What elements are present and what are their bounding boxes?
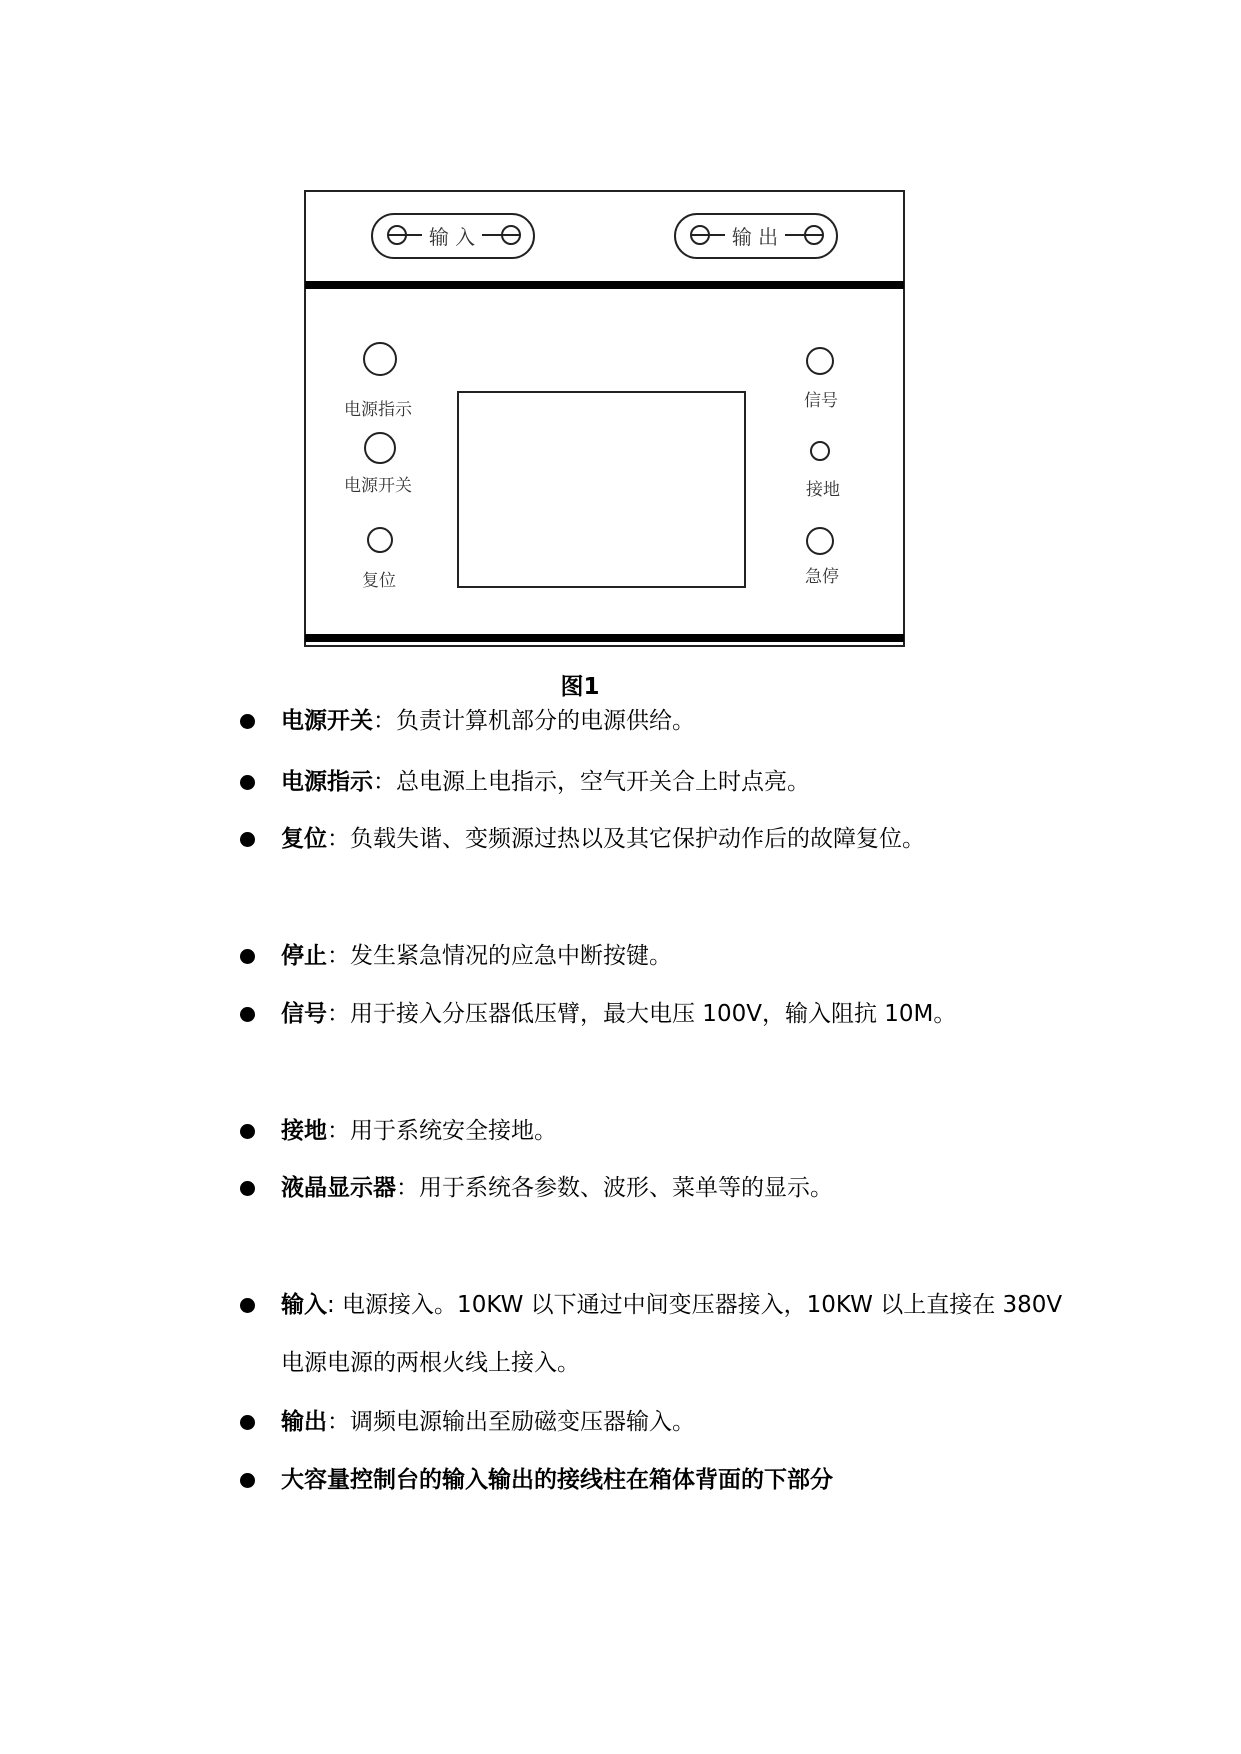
list-item-text <box>281 1393 695 1451</box>
output-terminal <box>675 214 837 258</box>
input-terminal <box>372 214 534 258</box>
item-term: 接地 <box>281 1118 327 1144</box>
item-desc: 用于系统安全接地。 <box>350 1118 557 1144</box>
power-switch-label: 电源开关 <box>344 476 412 496</box>
list-item-text <box>281 1102 557 1160</box>
item-sep: ： <box>327 1118 350 1144</box>
item-sep: ： <box>327 1409 350 1435</box>
panel-diagram <box>0 0 1241 680</box>
item-term: 输出 <box>281 1409 327 1435</box>
signal-label: 信号 <box>804 391 838 411</box>
item-desc: 用于系统各参数、波形、菜单等的显示。 <box>419 1175 833 1201</box>
bullet-icon <box>240 832 255 847</box>
item-term: 液晶显示器 <box>281 1175 396 1201</box>
item-term: 电源开关 <box>281 708 373 734</box>
emergency-stop-label: 急停 <box>805 567 839 587</box>
list-item-input <box>240 1276 1100 1392</box>
item-desc: 用于接入分压器低压臂，最大电压 100V，输入阻抗 10M。 <box>350 1001 957 1027</box>
item-sep: : <box>327 1292 335 1318</box>
item-sep: ： <box>327 943 350 969</box>
item-desc: 电源接入。10KW 以下通过中间变压器接入，10KW 以上直接在 380V <box>334 1292 1063 1318</box>
item-desc: 总电源上电指示，空气开关合上时点亮。 <box>396 769 810 795</box>
bullet-icon <box>240 949 255 964</box>
bullet-icon <box>240 1124 255 1139</box>
list-item-text <box>281 927 672 985</box>
item-desc: 负责计算机部分的电源供给。 <box>396 708 695 734</box>
figure-caption: 图1 <box>560 674 600 700</box>
item-desc: 调频电源输出至励磁变压器输入。 <box>350 1409 695 1435</box>
item-term: 信号 <box>281 1001 327 1027</box>
item-bold-line: 大容量控制台的输入输出的接线柱在箱体背面的下部分 <box>281 1467 833 1493</box>
item-term: 电源指示 <box>281 769 373 795</box>
item-sep: ： <box>327 826 350 852</box>
signal-connector-icon <box>807 348 833 374</box>
power-switch-button-icon <box>365 433 395 463</box>
power-indicator-label: 电源指示 <box>344 400 412 420</box>
list-item-text <box>281 753 810 811</box>
item-desc: 负载失谐、变频源过热以及其它保护动作后的故障复位。 <box>350 826 925 852</box>
item-sep: ： <box>396 1175 419 1201</box>
bullet-icon <box>240 1181 255 1196</box>
item-desc-continuation: 电源电源的两根火线上接入。 <box>281 1350 580 1376</box>
item-sep: ： <box>373 769 396 795</box>
bullet-icon <box>240 1415 255 1430</box>
item-term: 复位 <box>281 826 327 852</box>
list-item-text <box>281 985 956 1043</box>
reset-label: 复位 <box>362 571 396 591</box>
input-terminal-label: 输 入 <box>428 225 476 249</box>
item-desc: 发生紧急情况的应急中断按键。 <box>350 943 672 969</box>
item-term: 输入 <box>281 1292 327 1318</box>
list-item-text <box>281 692 695 750</box>
top-divider-bar <box>305 281 904 289</box>
emergency-stop-button-icon <box>807 528 833 554</box>
bullet-icon <box>240 1473 255 1488</box>
item-sep: ： <box>373 708 396 734</box>
bullet-icon <box>240 714 255 729</box>
list-item-text <box>281 810 925 868</box>
bullet-icon <box>240 1298 255 1313</box>
list-item-text <box>281 1276 1062 1334</box>
output-terminal-label: 输 出 <box>731 225 779 249</box>
bullet-icon <box>240 1007 255 1022</box>
list-item-text <box>281 1159 833 1217</box>
bullet-icon <box>240 775 255 790</box>
item-term: 停止 <box>281 943 327 969</box>
power-indicator-lamp-icon <box>364 343 396 375</box>
reset-button-icon <box>368 528 392 552</box>
bottom-divider-bar <box>305 634 904 642</box>
item-sep: ： <box>327 1001 350 1027</box>
ground-label: 接地 <box>806 480 840 500</box>
lcd-screen <box>458 392 745 587</box>
ground-terminal-icon <box>811 442 829 460</box>
